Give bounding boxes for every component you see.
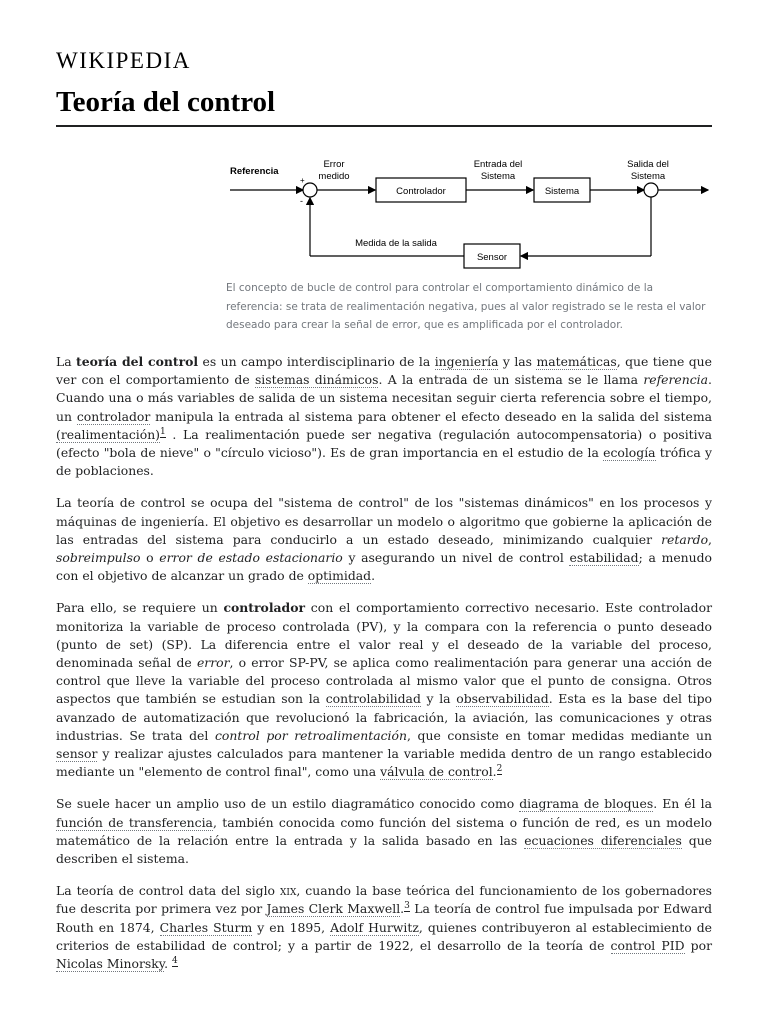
sign-minus: -: [300, 196, 303, 206]
link-sensor[interactable]: sensor: [56, 746, 98, 762]
label-entrada-2: Sistema: [480, 171, 516, 182]
wikipedia-logo[interactable]: WIKIPEDIA: [56, 48, 191, 73]
output-node: [644, 183, 658, 197]
link-funcion-de-transferencia[interactable]: función de transferencia: [56, 814, 213, 830]
svg-text:Sensor: Sensor: [476, 252, 508, 263]
link-controlabilidad[interactable]: controlabilidad: [325, 691, 421, 707]
link-estabilidad[interactable]: estabilidad: [569, 550, 639, 566]
svg-text:Controlador: Controlador: [396, 186, 446, 197]
link-diagrama-de-bloques[interactable]: diagrama de bloques: [519, 796, 654, 812]
ref-4[interactable]: 4: [171, 955, 178, 966]
label-entrada-1: Entrada del: [473, 159, 523, 170]
label-salida-1: Salida del: [627, 159, 669, 170]
svg-text:Sistema: Sistema: [544, 186, 580, 197]
link-ecologia[interactable]: ecología: [603, 445, 656, 461]
link-adolf-hurwitz[interactable]: Adolf Hurwitz: [330, 919, 419, 935]
link-ecuaciones-diferenciales[interactable]: ecuaciones diferenciales: [524, 832, 682, 848]
summing-junction: [303, 183, 317, 197]
link-ingenieria[interactable]: ingeniería: [434, 354, 499, 369]
paragraph-5: La teoría de control data del siglo xix, cuando la base teórica del funcionamiento de los gobernadores fue descrita por primera vez por James Clerk Maxwell.$^3$ La teoría de control fue impulsada por Edward Routh en 1874, Charles Sturm y en 1895, Adolf Hurwitz, quienes contribuyeron al establecimiento de criterios de estabilidad de control; y a partir de 1922, el desarrollo de la teoría de control PID por Nicolas Minorsky. $^4$: [56, 883, 713, 972]
label-error-1: Error: [323, 159, 345, 170]
figure-caption: El concepto de bucle de control para controlar el comportamiento dinámico de la referencia: se trata de realimentación negativa, pues al valor registrado se le resta el valor deseado para crear la señal de error, que es amplificada por el controlador.: [226, 282, 706, 331]
label-salida-2: Sistema: [630, 171, 666, 182]
link-charles-sturm[interactable]: Charles Sturm: [159, 919, 253, 935]
link-matematicas[interactable]: matemáticas: [536, 354, 617, 369]
label-referencia: Referencia: [230, 166, 279, 177]
paragraph-1: La teoría del control es un campo interdisciplinario de la ingeniería y las matemáticas, que tiene que ver con el comportamiento de sistemas dinámicos. A la entrada de un sistema se le llama referencia. Cuando una o más variables de salida de un sistema necesitan seguir cierta referencia sobre el tiempo, un controlador manipula la entrada al sistema para obtener el efecto deseado en la salida del sistema (realimentación)$^1$ . La realimentación puede ser negativa (regulación autocompensatoria) o positiva (efecto "bola de nieve" o "círculo vicioso"). Es de gran importancia en el estudio de la ecología trófica y de poblaciones.: [56, 354, 712, 479]
control-loop-diagram: [224, 152, 712, 276]
label-error-2: medido: [318, 171, 350, 182]
ref-1[interactable]: 1: [160, 426, 166, 437]
link-control-pid[interactable]: control PID: [610, 937, 685, 953]
page-title: Teoría del control: [56, 86, 712, 127]
link-valvula-de-control[interactable]: válvula de control: [380, 764, 493, 780]
sign-plus: +: [300, 176, 305, 185]
paragraph-3: Para ello, se requiere un controlador con el comportamiento correctivo necesario. Este controlador monitoriza la variable de proceso controlada (PV), y la compara con la referencia o punto deseado (punto de set) (SP). La diferencia entre el valor real y el deseado de la variable del proceso, denominada señal de error, o error SP-PV, se aplica como realimentación para generar una acción de control que lleve la variable del proceso controlada al mismo valor que el punto de consigna. Otros aspectos que también se estudian son la controlabilidad y la observabilidad. Esta es la base del tipo avanzado de automatización que revolucionó la fabricación, la aviación, las comunicaciones y otras industrias. Se trata del control por retroalimentación, que consiste en tomar medidas mediante un sensor y realizar ajustes calculados para mantener la variable medida dentro de un rango establecido mediante un "elemento de control final", como una válvula de control.$^2$: [56, 600, 713, 780]
paragraph-4: Se suele hacer un amplio uso de un estilo diagramático conocido como diagrama de bloques. En él la función de transferencia, también conocida como función del sistema o función de red, es un modelo matemático de la relación entre la entrada y la salida basado en las ecuaciones diferenciales que describen el sistema.: [56, 796, 713, 867]
link-observabilidad[interactable]: observabilidad: [456, 691, 549, 707]
link-nicolas-minorsky[interactable]: Nicolas Minorsky: [56, 956, 165, 972]
paragraph-2: La teoría de control se ocupa del "sistema de control" de los "sistemas dinámicos" en los procesos y máquinas de ingeniería. El objetivo es desarrollar un modelo o algoritmo que gobierne la aplicación de las entradas del sistema para conducirlo a un estado deseado, minimizando cualquier retardo, sobreimpulso o error de estado estacionario y asegurando un nivel de control estabilidad; a menudo con el objetivo de alcanzar un grado de optimidad.: [56, 495, 713, 584]
link-sistemas-dinamicos[interactable]: sistemas dinámicos: [254, 372, 379, 388]
link-james-clerk-maxwell[interactable]: James Clerk Maxwell: [266, 901, 401, 917]
link-optimidad[interactable]: optimidad: [307, 568, 372, 584]
link-controlador[interactable]: controlador: [76, 408, 151, 424]
label-medida: Medida de la salida: [355, 238, 437, 249]
ref-3[interactable]: 3: [404, 901, 410, 912]
ref-2[interactable]: 2: [496, 764, 503, 775]
link-realimentacion[interactable]: (realimentación): [56, 426, 161, 442]
article-body: [56, 353, 712, 987]
